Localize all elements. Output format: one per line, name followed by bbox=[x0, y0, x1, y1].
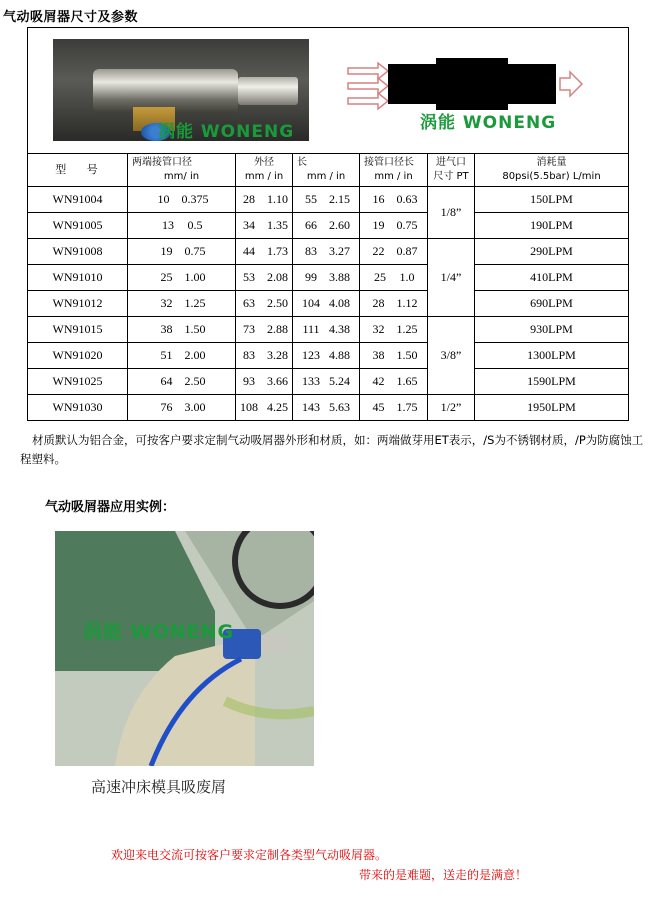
spec-table bbox=[27, 27, 629, 421]
end-pipe-cell: 76 3.00 bbox=[128, 395, 236, 421]
schematic-body-block bbox=[436, 58, 508, 110]
application-photo bbox=[55, 531, 314, 766]
outer-dia-cell: 73 2.88 bbox=[236, 317, 293, 343]
port-length-cell: 45 1.75 bbox=[360, 395, 428, 421]
end-pipe-cell: 19 0.75 bbox=[128, 239, 236, 265]
model-cell: WN91005 bbox=[28, 213, 128, 239]
table-row bbox=[28, 187, 629, 213]
port-length-cell: 42 1.65 bbox=[360, 369, 428, 395]
table-row bbox=[28, 213, 629, 239]
header-outer-dia: 外径 mm / in bbox=[236, 154, 293, 187]
inlet-cell: 1/4” bbox=[428, 239, 475, 317]
length-cell: 83 3.27 bbox=[293, 239, 360, 265]
header-consumption: 消耗量 80psi(5.5bar) L/min bbox=[475, 154, 629, 187]
header-port-length: 接管口径长 mm / in bbox=[360, 154, 428, 187]
application-title: 气动吸屑器应用实例： bbox=[45, 500, 176, 515]
model-cell: WN91030 bbox=[28, 395, 128, 421]
length-cell: 66 2.60 bbox=[293, 213, 360, 239]
port-length-cell: 28 1.12 bbox=[360, 291, 428, 317]
port-length-cell: 38 1.50 bbox=[360, 343, 428, 369]
schematic-inlet-block bbox=[388, 64, 436, 104]
schematic-outlet-block bbox=[508, 64, 556, 104]
port-length-cell: 22 0.87 bbox=[360, 239, 428, 265]
port-length-cell: 25 1.0 bbox=[360, 265, 428, 291]
header-model: 型 号 bbox=[28, 154, 128, 187]
slogan-line-1: 欢迎来电交流可按客户要求定制各类型气动吸屑器。 bbox=[111, 848, 388, 862]
end-pipe-cell: 10 0.375 bbox=[128, 187, 236, 213]
table-row bbox=[28, 239, 629, 265]
table-row bbox=[28, 317, 629, 343]
inlet-cell: 1/2” bbox=[428, 395, 475, 421]
consumption-cell: 150LPM bbox=[475, 187, 629, 213]
table-row bbox=[28, 343, 629, 369]
model-cell: WN91010 bbox=[28, 265, 128, 291]
length-cell: 111 4.38 bbox=[293, 317, 360, 343]
consumption-cell: 930LPM bbox=[475, 317, 629, 343]
material-note: 材质默认为铝合金，可按客户要求定制气动吸屑器外形和材质，如：两端做芽用ET表示，/S为不锈钢材质，/P为防腐蚀工程塑料。 bbox=[20, 433, 644, 466]
length-cell: 55 2.15 bbox=[293, 187, 360, 213]
photo-watermark: 涡能 WONENG bbox=[158, 122, 295, 142]
model-cell: WN91015 bbox=[28, 317, 128, 343]
outflow-arrow-icon bbox=[560, 72, 582, 96]
model-cell: WN91012 bbox=[28, 291, 128, 317]
table-row bbox=[28, 291, 629, 317]
consumption-cell: 1590LPM bbox=[475, 369, 629, 395]
length-cell: 133 5.24 bbox=[293, 369, 360, 395]
end-pipe-cell: 64 2.50 bbox=[128, 369, 236, 395]
outer-dia-cell: 108 4.25 bbox=[236, 395, 293, 421]
schematic-diagram bbox=[328, 28, 628, 153]
outer-dia-cell: 93 3.66 bbox=[236, 369, 293, 395]
table-row bbox=[28, 395, 629, 421]
end-pipe-cell: 51 2.00 bbox=[128, 343, 236, 369]
inlet-cell: 1/8” bbox=[428, 187, 475, 239]
model-cell: WN91008 bbox=[28, 239, 128, 265]
header-length: 长 mm / in bbox=[293, 154, 360, 187]
consumption-cell: 1950LPM bbox=[475, 395, 629, 421]
model-cell: WN91020 bbox=[28, 343, 128, 369]
consumption-cell: 690LPM bbox=[475, 291, 629, 317]
application-watermark: 涡能 WONENG bbox=[83, 621, 235, 643]
photo-caption: 高速冲床模具吸废屑 bbox=[91, 778, 227, 796]
port-length-cell: 19 0.75 bbox=[360, 213, 428, 239]
outer-dia-cell: 34 1.35 bbox=[236, 213, 293, 239]
consumption-cell: 410LPM bbox=[475, 265, 629, 291]
outer-dia-cell: 83 3.28 bbox=[236, 343, 293, 369]
end-pipe-cell: 38 1.50 bbox=[128, 317, 236, 343]
end-pipe-cell: 13 0.5 bbox=[128, 213, 236, 239]
table-row bbox=[28, 369, 629, 395]
model-cell: WN91004 bbox=[28, 187, 128, 213]
end-pipe-cell: 25 1.00 bbox=[128, 265, 236, 291]
outer-dia-cell: 53 2.08 bbox=[236, 265, 293, 291]
table-row bbox=[28, 265, 629, 291]
page-title: 气动吸屑器尺寸及参数 bbox=[3, 10, 139, 25]
length-cell: 104 4.08 bbox=[293, 291, 360, 317]
inlet-cell: 3/8” bbox=[428, 317, 475, 395]
consumption-cell: 190LPM bbox=[475, 213, 629, 239]
consumption-cell: 1300LPM bbox=[475, 343, 629, 369]
length-cell: 99 3.88 bbox=[293, 265, 360, 291]
end-pipe-cell: 32 1.25 bbox=[128, 291, 236, 317]
slogan-line-2: 带来的是难题，送走的是满意！ bbox=[359, 868, 528, 882]
length-cell: 123 4.88 bbox=[293, 343, 360, 369]
length-cell: 143 5.63 bbox=[293, 395, 360, 421]
header-inlet: 进气口 尺寸 PT bbox=[428, 154, 475, 187]
image-cell bbox=[28, 28, 629, 154]
outer-dia-cell: 63 2.50 bbox=[236, 291, 293, 317]
consumption-cell: 290LPM bbox=[475, 239, 629, 265]
port-length-cell: 16 0.63 bbox=[360, 187, 428, 213]
outer-dia-cell: 44 1.73 bbox=[236, 239, 293, 265]
model-cell: WN91025 bbox=[28, 369, 128, 395]
product-photo bbox=[53, 39, 309, 141]
inflow-arrows-icon bbox=[348, 63, 388, 109]
outer-dia-cell: 28 1.10 bbox=[236, 187, 293, 213]
header-end-pipe: 两端接管口径 mm/ in bbox=[128, 154, 236, 187]
port-length-cell: 32 1.25 bbox=[360, 317, 428, 343]
schematic-watermark: 涡能 WONENG bbox=[420, 113, 557, 133]
